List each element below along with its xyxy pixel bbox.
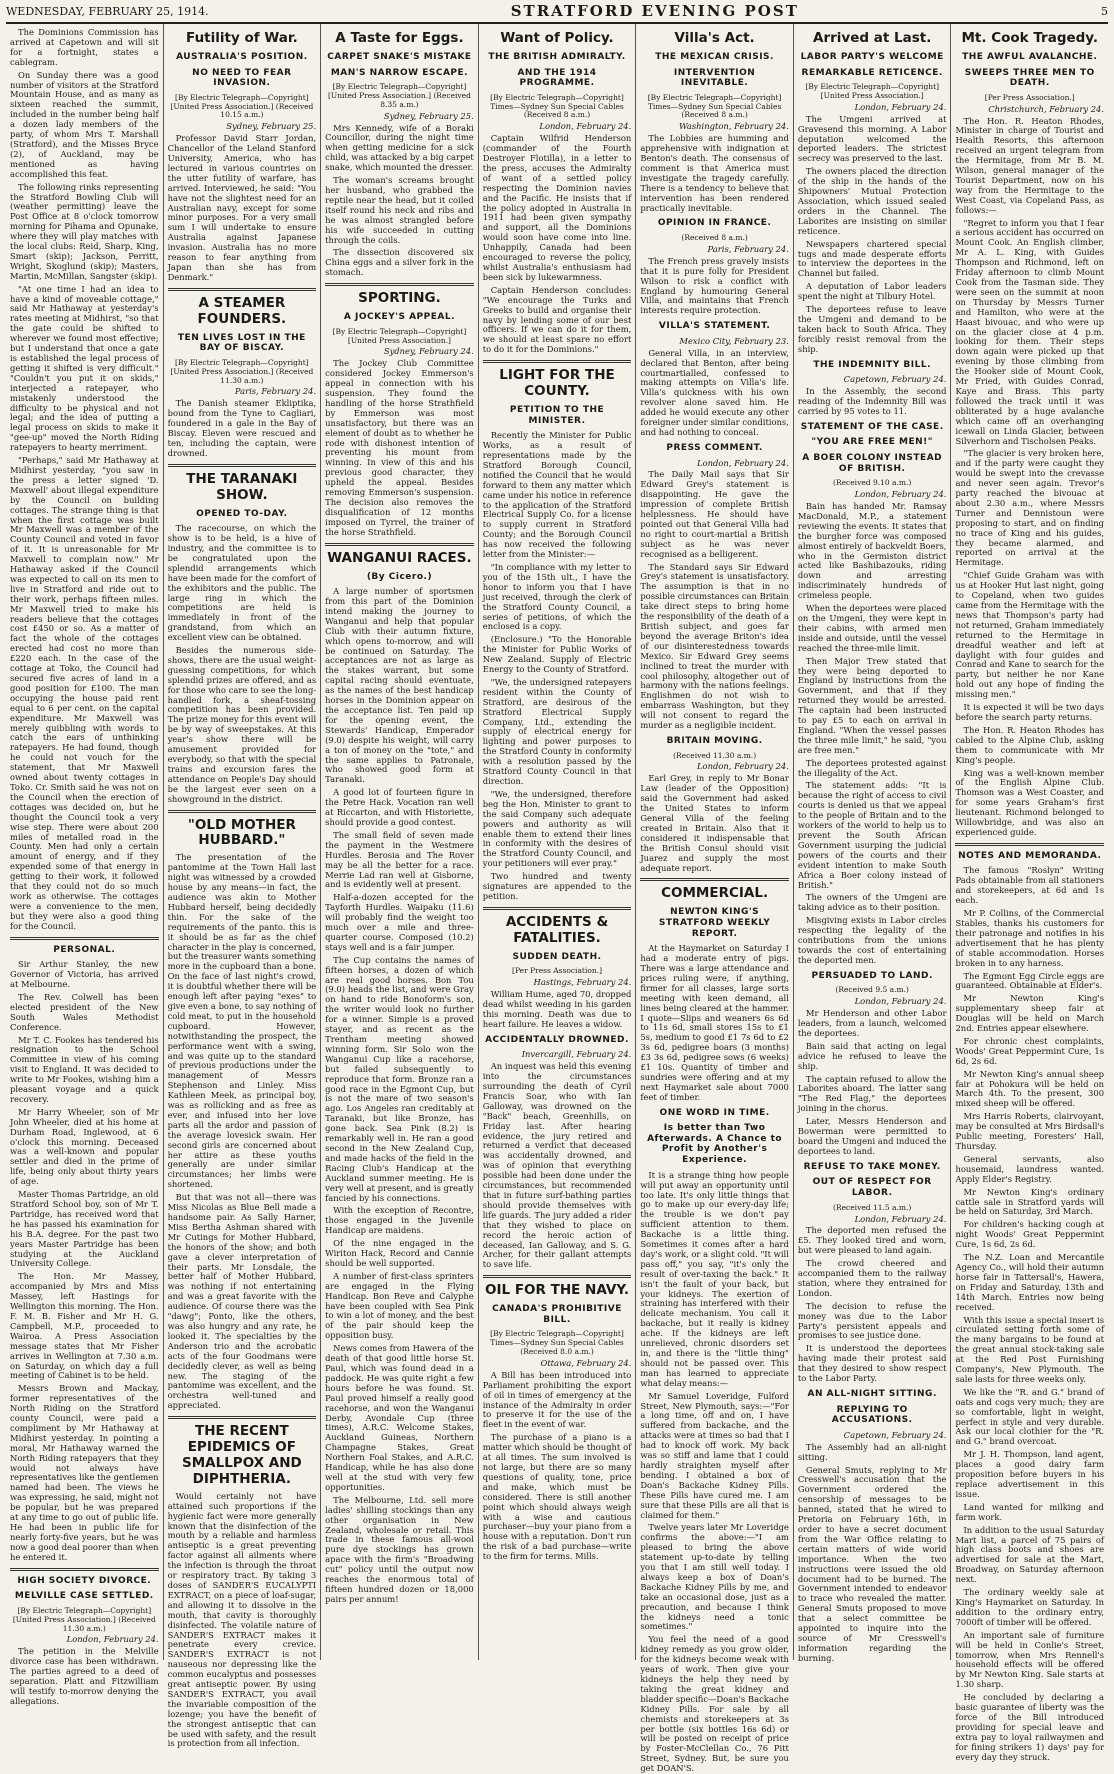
credit-line: [By Electric Telegraph—Copyright] Times—Sydney Sun Special Cables (Received 8 a.m.): [647, 92, 782, 120]
article-paragraph: General Villa, in an interview, declared that Benton, after being courtmartialled, confessed to making attempts on Villa's life. Villa's quickness with his own revolver alone saved him. He added he would execute any other foreigner under similar conditions, and had nothing to conceal.: [640, 347, 789, 437]
article-paragraph: "We, the undersigned, therefore beg the Hon. Minister to grant to the said Company such adequate powers and authority as will enable them to extend their lines in conformity with the desires of the Stratford County Council, and your petitioners will ever pray.": [482, 788, 632, 869]
subheading: OPINION IN FRANCE.: [657, 218, 772, 229]
subheading: Is better than Two Afterwards. A Chance to Profit by Another's Experience.: [647, 1123, 783, 1166]
article-paragraph: "We, the undersigned ratepayers resident within the County of Stratford, are desirous of the Stratford Electrical Supply Company, Ltd., extending the supply of electrical energy for lighting and power purposes to the Stratford County in conformity with a resolution passed by the Stratford County Council in that direction.: [482, 676, 632, 786]
dateline: Capetown, February 24.: [843, 374, 947, 385]
dateline: Hastings, February 24.: [533, 977, 632, 988]
article-paragraph: The captain refused to allow the Laborites aboard. The latter sang "The Red Flag," the deportees joining in the chorus.: [797, 1073, 947, 1114]
section-rule: [10, 1568, 159, 1571]
headline: "OLD MOTHER HUBBARD.": [187, 816, 296, 849]
article-paragraph: The decision to refuse the money was due to the Labor Party's persistent appeals and promises to see justice done.: [797, 1300, 947, 1341]
article-paragraph: Newspapers chartered special tugs and made desperate efforts to interview the deportees in the Channel but failed.: [797, 238, 947, 279]
article-paragraph: The Assembly had an all-night sitting.: [797, 1441, 947, 1462]
article-paragraph: It is a strange thing how people will put away an opportunity until too late. It's only little things that go to make up our every-day life; the trouble is we don't pay sufficient attention to them. Backache is a little thing. Sometimes it comes after a hard day's work, or a slight cold. "It will pass off," you say, "it's only the result of over-taxing the back." It isn't the fault of your back, but your kidneys. The exertion of straining has interfered with their delicate mechanism. You call it backache, but it really is kidney ache. If the kidneys are left unrelieved, chronic disorders set in, and there is the "little thing" should not be passed over. This man has learned to appreciate what delay means:—: [640, 1169, 789, 1388]
article-paragraph: The deported men refused the £5. They looked tired and worn, but were pleased to land again.: [797, 1225, 947, 1256]
column-6: [794, 24, 952, 1663]
masthead: [6, 0, 1108, 24]
article-paragraph: The purchase of a piano is a matter which should be thought of at all times. The sum involved is not large, but there are so many questions of quality, tone, price and make, which must be considered. There is still another point which should always weigh with a wise and cautious purchaser—buy your piano from a house with a reputation. Don't run the risk of a bad purchase—write to the firm for terms. Mills.: [482, 1432, 632, 1562]
credit-line: [By Electric Telegraph—Copyright] [United Press Association.] (Received 11.30 a.m.): [12, 1605, 156, 1633]
article-paragraph: The crowd cheered and accompanied them to the railway station, where they entrained for London.: [797, 1258, 947, 1298]
article-paragraph: Sir Arthur Stanley, the new Governor of Victoria, has arrived at Melbourne.: [10, 959, 159, 989]
article-paragraph: "Regret to inform you that I fear a serious accident has occurred on Mount Cook. An English climber, Mr A. L. King, with Guides Thompson and Richmond, left on Friday afternoon to climb Mount Cook from the Tasman side. They were seen on the summit at noon on Thursday by Messrs Turner and Hamilton, who were at the Haast bivouac, and who were up on the glacier close at 4 p.m. looking for them. Their steps down again were picked up that evening by those climbing from the Hooker side of Mount Cook, Mr Fried, with Guides Conrad, Kaye and Brass. This party followed the track until it was obliterated by a huge avalanche which came off an overhanging icewall on Linda Glacier, between Silverhorn and Tischolsen Peaks.: [955, 217, 1105, 446]
article-paragraph: Besides the numerous side-shows, there are the usual weight-guessing competitions, for which splendid prizes are offered, and as for those who care to see the long-handled fork, a sheaf-tossing competition has been provided. The prize money for this event will be by way of sweepstakes. At this year's show there will be amusement provided for everybody, so that with the special trains and excursion fares the attendance on People's Day should be the largest ever seen on a showground in the district.: [167, 645, 317, 804]
dateline: Mexico City, February 23.: [679, 335, 789, 346]
article-paragraph: The presentation of the pantomime at the Town Hall last night was witnessed by a crowded house by any means—in fact, the audience was akin to Mother Hubbard herself, being decidedly thin. For the sake of the requirements of the panto. this is it should be as far as the chief character in the play is concerned, but the treasurer wants something more in the cupboard than a bone. On the face of last night's crowd, it is doubtful whether there will be enough left after paying "exes" to give even a bone, to say nothing of cold meat, to put in the household cupboard. However, notwithstanding the prospect, the performance went with a swing, and was quite up to the standard of previous productions under the management of Messrs Stephenson and Linley. Miss Kathleen Meek, as principal boy, was as rollicking and as free as ever, and infused into her love parts all the ardor and passion of the average lovesick swain. Her second girls are concerned about her attire as these youths generally are under similar circumstances; her limbs were shortened.: [167, 852, 317, 1190]
issue-date: WEDNESDAY, FEBRUARY 25, 1914.: [6, 4, 209, 18]
article-paragraph: King was a well-known member of the English Alpine Club. Thomson was a West Coaster, and for some years Graham's first lieutenant. Richmond belonged to Willowbridge, and was also an experienced guide.: [955, 767, 1105, 837]
article-paragraph: Messrs Brown and Mackay, former representatives of the North Riding on the Stratford county Council, were paid a compliment by Mr Hathaway at Midhirst yesterday. In pointing a moral, Mr Hathaway warned the North Riding ratepayers that they would not always have representatives like the gentlemen named had been. The views he was expressing, he said, might not be popular, but he was prepared at any time to go out of public life. He had been in public life for nearly forty-five years, but he was now a good deal poorer than when he entered it.: [10, 1383, 159, 1562]
article-paragraph: You feel the need of a good kidney remedy as you grow older, for the kidneys become weak with years of work. Then give your kidneys the help they need by taking the great kidney and bladder specific—Doan's Backache Kidney Pills. For sale by all chemists and storekeepers at 3s per bottle (six bottles 16s 6d) or will be posted on receipt of price by Foster-McClellan Co., 76 Pitt Street, Sydney. But, be sure you get DOAN'S.: [640, 1634, 789, 1774]
article-paragraph: It is expected it will be two days before the search party returns.: [955, 702, 1105, 722]
article-paragraph: A Bill has been introduced into Parliament prohibiting the export of oil in times of emergency at the instance of the Admiralty in order to preserve it for the use of the fleet in the event of war.: [482, 1369, 632, 1430]
article-paragraph: Bain said that acting on legal advice he refused to leave the ship.: [797, 1040, 947, 1071]
article-paragraph: The statement adds: "It is because the right of access to civil courts is denied us that we appeal to the people of Britain and to the workers of the world to help us to prevent the South African Government usurping the judicial powers of the courts and their evident intention to make South Africa a Boer colony instead of British.": [797, 780, 947, 890]
subheading: THE MEXICAN CRISIS.: [655, 51, 774, 62]
credit-line: [By Electric Telegraph—Copyright] [United Press Association.]: [805, 82, 940, 100]
dateline: London, February 24.: [854, 1213, 947, 1224]
article-paragraph: The Umgeni arrived at Gravesend this morning. A Labor deputation welcomed the deported leaders. The strictest secrecy was preserved to the last.: [797, 113, 947, 164]
headline: Mt. Cook Tragedy.: [961, 30, 1099, 46]
article-paragraph: Mr Henderson and other Labor leaders, from a launch, welcomed the deportees.: [797, 1008, 947, 1038]
dateline: Sydney, February 25.: [226, 121, 317, 132]
subheading: OPENED TO-DAY.: [196, 508, 288, 519]
dateline: Sydney, February 25.: [383, 110, 474, 121]
article-paragraph: The Hon. R. Heaton Rhodes, Minister in charge of Tourist and Health Resorts, this afternoon received an urgent telegram from the Hermitage, from Mr B. M. Wilson, general manager of the Tourist Department, now on his way from the Hermitage to the West Coast, via Copeland Pass, as follows:—: [955, 115, 1105, 215]
section-rule: [10, 937, 159, 940]
article-paragraph: The ordinary weekly sale at King's Haymarket on Saturday. In addition to the ordinary entry, 7000ft of timber will be offered.: [955, 1587, 1105, 1627]
subheading: THE INDEMNITY BILL.: [813, 359, 932, 370]
article-paragraph: An important sale of furniture will be held in Conlie's Street, tomorrow, when Mrs Rennell's household effects will be offered by Mr Newton King. Sale starts at 1.30 sharp.: [955, 1629, 1105, 1690]
headline: Villa's Act.: [674, 30, 755, 46]
section-rule: [168, 288, 317, 291]
article-paragraph: A deputation of Labor leaders spent the night at Tilbury Hotel.: [797, 281, 947, 302]
article-paragraph: At the Haymarket on Saturday I had a moderate entry of pigs. There was a large attendance and prices ruling were, if anything, firmer for all classes, large sorts meeting with keen demand, all lines being cleared at the hammer. I quote—Slips and weaners 6s 6d to 11s 6d, small stores 15s to £1 5s, medium to good £1 7s 6d to £2 3s 6d, pedigree boars (3 months) £3 3s 6d, pedigree sows (6 weeks) £1 10s. Quantity of timber and sundries were offering and at my next Haymarket sale about 7000 feet of timber.: [640, 943, 789, 1102]
article-paragraph: Of the nine engaged in the Wiriton Hack, Record and Cannie should be well supported.: [325, 1238, 474, 1268]
subheading: BRITAIN MOVING.: [666, 735, 763, 746]
article-paragraph: General Smuts, replying to Mr Cresswell's accusation that the Government ordered the censorship of messages to be banned, stated that he wired to Pretoria on February 16th, in order to have a secret document from the War Office relating to certain matters of wide world importance. When the two instructions were issued the old document had to be burned. The Government intended to endeavor to trace who revealed the matter. General Smuts proposed to move that a select committee be appointed to inquire into the source of Mr Cresswell's information regarding the burning.: [797, 1464, 947, 1663]
credit-line: [By Electric Telegraph—Copyright] Times—Sydney Sun Special Cables (Received 8.0 a.m.): [490, 1329, 624, 1357]
headline: THE RECENT EPIDEMICS OF SMALLPOX AND DIPHTHERIA.: [181, 1423, 302, 1487]
article-paragraph: The Danish steamer Ekliptika, bound from the Tyne to Cagliari, foundered in a gale in the Bay of Biscay. Eleven were rescued and ten, including the captain, were drowned.: [167, 398, 317, 458]
columns: [6, 24, 1108, 1774]
headline: OIL FOR THE NAVY.: [485, 1282, 630, 1299]
article-paragraph: With the exception of Recontre, those engaged in the Juvenile Handicap are maidens.: [325, 1205, 474, 1236]
subheading: NO NEED TO FEAR INVASION.: [192, 67, 292, 89]
subheading: MAN'S NARROW ESCAPE.: [330, 67, 469, 78]
subheading: REFUSE TO TAKE MONEY.: [803, 1161, 941, 1172]
article-paragraph: Later, Messrs Henderson and Bowerman were permitted to board the Umgeni and induced the deportees to land.: [797, 1116, 947, 1156]
subheading: MELVILLE CASE SETTLED.: [14, 1591, 154, 1602]
article-paragraph: Two hundred and twenty signatures are appended to the petition.: [482, 871, 632, 901]
article-paragraph: Captain Henderson concludes: "We encourage the Turks and Greeks to build and organise their navy by lending some of our best officers. If we can do it for them, we should at least spare no effort to do it for the Dominions.": [482, 284, 632, 355]
article-paragraph: The Jockey Club Committee considered Jockey Emmerson's appeal in connection with his suspension. They found the handling of the horse Strathfield by Emmerson was most unsatisfactory, but there was an element of doubt as to whether he rode with dishonest intention of preventing his mount from winning. In view of this and his previous good character, they upheld the appeal. Besides removing Emmerson's suspension. The decision also removes the disqualification of 12 months imposed on Tyrrel, the trainer of the horse Strathfield.: [325, 358, 474, 537]
article-paragraph: The Lobbies are humming and apprehensive with indignation at Benton's death. The consensus of comment is that America must investigate the tragedy carefully. There is a tendency to believe that intervention has been rendered practically inevitable.: [640, 133, 789, 213]
section-rule: [325, 543, 474, 546]
article-paragraph: Twelve years later Mr Loveridge confirms the above:—"I am pleased to bring the above statement up-to-date by telling you that I am still well today. I always keep a box of Doan's Backache Kidney Pills by me, and take an occasional dose, just as a precaution, and because I think the kidneys need a tonic sometimes.": [640, 1522, 789, 1632]
subheading: AUSTRALIA'S POSITION.: [176, 51, 308, 62]
credit-line: [By Electric Telegraph—Copyright] [United Press Association.] (Received 8.35 a.m.): [327, 82, 471, 109]
article-paragraph: For chronic chest complaints, Woods' Great Peppermint Cure, 1s 6d, 2s 6d.: [955, 1035, 1105, 1066]
subheading: INTERVENTION INEVITABLE.: [673, 67, 756, 89]
column-5: [636, 24, 794, 1774]
article-paragraph: The Egmont Egg Circle eggs are guaranteed. Obtainable at Elder's.: [955, 970, 1105, 991]
article-paragraph: The deportees refuse to leave the Umgeni and demand to be taken back to South Africa. They forcibly resist removal from the ship.: [797, 304, 947, 354]
article-paragraph: Mr T. C. Fookes has tendered his resignation to the School Committee in view of his coming visit to England. It was decided to write to Mr Fookes, wishing him a pleasant voyage and a quick recovery.: [10, 1034, 159, 1104]
article-paragraph: "In compliance with my letter to you of the 15th ult., I have the honor to inform you that I have just received, through the clerk of the Stratford County Council, a series of petitions, of which the enclosed is a copy.: [482, 561, 632, 632]
column-4: [479, 24, 637, 1660]
article-paragraph: The Standard says Sir Edward Grey's statement is unsatisfactory. The assumption is that in no possible circumstances can Britain take direct steps to bring home the responsibility of the death of a British subject, and goes far beyond the average Briton's idea of our disinterestedness towards Mexico. Sir Edward Grey seems inclined to treat the murder with cool philosophy, altogether out of harmony with the nations feelings. Englishmen do not wish to embarrass Washington, but they will not consent to regard the murder as a negligible incident.: [640, 561, 789, 731]
subheading: (By Cicero.): [366, 571, 433, 582]
article-paragraph: Half-a-dozen accepted for the Tayforth Hurdles. Waipaku (11.6) will probably find the weight too much over a mile and three-quarter course. Composed (10.2) stays well and is a fair jumper.: [325, 892, 474, 952]
article-paragraph: Would certainly not have attained such proportions if the hygienic fact were more generally known that the disinfection of the mouth by a reliable and harmless antiseptic is a great preventing factor against all ailments where the infection is through the throat or respiratory tract. By taking 3 doses of SANDER'S EUCALYPTI EXTRACT, on a piece of loaf-sugar, and allowing it to dissolve in the mouth, that cavity is thoroughly disinfected. The volatile nature of SANDER'S EXTRACT makes it penetrate every crevice. SANDER'S EXTRACT is not nauseous nor depressing like the common eucalyptus and possesses great antiseptic power. By using SANDER'S EXTRACT, you avail the invariable composition of the lozenge; you have the benefit of the strongest antiseptic that can be used with safety, and the result is protection from all infection.: [167, 1490, 317, 1749]
article-paragraph: A large number of sportsmen from this part of the Dominion intend making the journey to Wanganui and help that popular Club with their autumn fixture, which opens to-morrow, and will be continued on Saturday. The acceptances are not as large as the stakes warrant, but some capital racing should eventuate, as the names of the best handicap horses in the Dominion appear on the acceptance list. Ten paid up for the opening event, the Stewards' Handicap, Emperador (9.0) despite his weight, will carry a ton of money on the "tote," and the same applies to Patronale, who showed good form at Taranaki.: [325, 586, 474, 785]
section-rule: [955, 843, 1104, 846]
article-paragraph: "Chief Guide Graham was with us at Hooker Hut last night, going to Copeland, when two guides came from the Hermitage with the news that Thompson's party had not returned, Graham immediately returned to the Hermitage in dreadful weather and left at daylight with four guides and Conrad and Kane to search for the party, but neither he nor Kane hold out any hope of finding the missing men.": [955, 570, 1105, 700]
article-paragraph: When the deportees were placed on the Umgeni, they were kept in their cabins, with armed men inside and outside, until the vessel reached the three-mile limit.: [797, 603, 947, 653]
subheading: "YOU ARE FREE MEN!": [811, 437, 933, 448]
subheading: OUT OF RESPECT FOR LABOR.: [812, 1177, 932, 1199]
dateline: London, February 24.: [696, 457, 789, 468]
section-rule: [325, 283, 474, 286]
subheading: PERSUADED TO LAND.: [811, 970, 933, 981]
article-paragraph: Captain Wilfrid Henderson (commander of the Fourth Destroyer Flotilla), in a letter to the press, accuses the Admiralty of want of a settled policy respecting the Dominion navies and the Pacific. He insists that if the policy adopted in Australia in 1911 had been given sympathy and support, all the Dominions would soon have come into line. Unhappily, Canada had been encouraged to reverse the policy, whilst Australia's enthusiasm had been sick by lukewarmness.: [482, 133, 632, 282]
subheading: THE BRITISH ADMIRALTY.: [488, 51, 626, 62]
dateline: Paris, February 24.: [234, 386, 317, 397]
headline: WANGANUI RACES.: [327, 549, 472, 566]
credit-line: [Per Press Association.]: [512, 966, 602, 976]
headline: COMMERCIAL.: [661, 885, 769, 902]
article-paragraph: The Hon. Mr Massey, accompanied by Mrs and Miss Massey, left Hastings for Wellington this morning. The Hon. F. M. B. Fisher and Mr H. G. Campbell, M.P., proceeded to Wairoa. A Press Association message states that Mr Fisher arrives in Wellington at 7.30 a.m. on Saturday, on which day a full meeting of Cabinet is to be held.: [10, 1271, 159, 1381]
credit-line: [By Electric Telegraph—Copyright] Times—Sydney Sun Special Cables (Received 8 a.m.): [490, 92, 624, 120]
article-paragraph: Bain has handed Mr. Ramsay MacDonald, M.P., a statement reviewing the events. It states that the burgher force was composed almost entirely of backveldt Boers, who in the Germiston district acted like Bashibazouks, riding down and arresting indiscriminately hundreds of crimeless people.: [797, 501, 947, 601]
article-paragraph: Mrs Harris Roberts, clairvoyant, may be consulted at Mrs Birdsall's Public meeting, Foresters' Hall, Thursday.: [955, 1111, 1105, 1152]
subheading: NEWTON KING'S STRATFORD WEEKLY REPORT.: [658, 907, 771, 939]
dateline: Christchurch, February 24.: [988, 103, 1105, 114]
headline: THE TARANAKI SHOW.: [186, 470, 298, 503]
dateline: Washington, February 24.: [678, 121, 789, 132]
section-rule: [168, 464, 317, 467]
article-paragraph: In the Assembly, the second reading of the Indemnity Bill was carried by 95 votes to 11.: [797, 386, 947, 416]
subheading: STATEMENT OF THE CASE.: [800, 421, 944, 432]
headline: LIGHT FOR THE COUNTY.: [499, 367, 615, 400]
article-paragraph: Mr Samuel Loveridge, Fulford Street, New Plymouth, says:—"For a long time, off and on, I have suffered from backache, and the attacks were at times so bad that I had to knock off work. My back was so stiff and lame that I could hardly straighten myself after bending. I obtained a box of Doan's Backache Kidney Pills. These Pills have cured me. I am sure that these Pills are all that is claimed for them.": [640, 1390, 789, 1520]
article-paragraph: The racecourse, on which the show is to be held, is a hive of industry, and the committee is to be congratulated upon the splendid arrangements which have been made for the comfort of the exhibitors and the public. The large ring in which the competitions are held is immediately in front of the grandstand, from which an excellent view can be obtained.: [167, 523, 317, 643]
article-paragraph: Land wanted for milking and farm work.: [955, 1501, 1105, 1522]
subheading: CARPET SNAKE'S MISTAKE: [327, 51, 472, 62]
article-paragraph: Mr J. H. Thompson, land agent, places a good dairy farm proposition before buyers in his replace advertisement in this issue.: [955, 1449, 1105, 1499]
subheading: AN ALL-NIGHT SITTING.: [807, 1389, 937, 1399]
credit-line: (Received 8 a.m.): [681, 233, 748, 243]
article-paragraph: He concluded by declaring a basic guarantee of liberty was the force of the Bill introduced providing for special leave and extra pay to loyal railwaymen and for fining strikers 1) days' pay for every day they struck.: [955, 1692, 1105, 1762]
article-paragraph: The small field of seven made the payment in the Westmere Hurdles. Berosia and The Rover may be all the better for a race. Merrie Lad ran well at Gisborne, and is evidently well at present.: [325, 829, 474, 890]
article-paragraph: The Rev. Colwell has been elected president of the New South Wales Methodist Conference.: [10, 991, 159, 1032]
dateline: London, February 24.: [854, 101, 947, 112]
column-3: [321, 24, 479, 1660]
article-paragraph: Mr Newton King's supplementary sheep fair at Douglas will be held on March 2nd. Entries appear elsewhere.: [955, 993, 1105, 1034]
article-paragraph: Misgiving exists in Labor circles respecting the legality of the contributions from the unions towards the cost of entertaining the deported men.: [797, 915, 947, 965]
article-paragraph: We like the "R. and G." brand of oats and cogs very much; they are so comfortable, light in weight, perfect in style and very durable. Ask our local clothier for the "R. and G." brand overcoat.: [955, 1386, 1105, 1447]
subheading: SUDDEN DEATH.: [512, 951, 602, 962]
section-rule: [483, 360, 632, 363]
credit-line: (Received 11.30 a.m.): [673, 750, 757, 760]
headline: Want of Policy.: [500, 30, 614, 46]
headline: ACCIDENTS & FATALITIES.: [505, 913, 609, 946]
headline: Futility of War.: [186, 30, 298, 46]
article-paragraph: A good lot of fourteen figure in the Petre Hack. Vocation ran well at Riccarton, and with Historiette, should provide a good contest.: [325, 787, 474, 827]
credit-line: [Per Press Association.]: [984, 92, 1075, 102]
dateline: Invercargill, February 24.: [521, 1049, 632, 1060]
article-paragraph: The French press gravely insists that it is pure folly for President Wilson to risk a conflict with England by humouring General Villa, and maintains that French interests require protection.: [640, 255, 789, 316]
article-paragraph: News comes from Hawera of the death of that good little horse St. Paul, which was found dead in a paddock. He was quite right a few hours before he was found. St. Paul proved himself a really good racehorse, and won the Wanganui Derby, Avondale Cup (three times), A.R.C. Welcome Stakes, Auckland Guineas, Northern Champagne Stakes, Great Northern Foal Stakes, and A.R.C. Handicap, while he has also done well at the stud with very few opportunities.: [325, 1343, 474, 1492]
article-paragraph: "At one time I had an idea to have a kind of moveable cottage," said Mr Hathaway at yesterday's rates meeting at Midhirst, "so that the gate could be shifted to wherever we found most effective; but I understand that once a gate is established the legal process of getting it shifted is very difficult." "Couldn't you put it on skids," interjected a ratepayer, who mistakenly understood the difficulty to be physical and not legal; and the idea of putting a legal process on skids to make it "gee-up" moved the North Riding ratepayers to hearty merriment.: [10, 283, 159, 453]
credit-line: (Received 9.5 a.m.): [835, 985, 909, 995]
dateline: London, February 24.: [539, 121, 632, 132]
dateline: Ottawa, February 24.: [540, 1357, 632, 1368]
subheading: HIGH SOCIETY DIVORCE.: [17, 1575, 152, 1586]
subheading: ACCIDENTALLY DROWNED.: [485, 1034, 629, 1045]
article-paragraph: The deportees protested against the illegality of the Act.: [797, 757, 947, 778]
subheading: TEN LIVES LOST IN THE BAY OF BISCAY.: [177, 332, 306, 354]
article-paragraph: Master Thomas Partridge, an old Stratford School boy, son of Mr T. Partridge, has received word that he has passed his examination for his B.A. degree. For the past two years Master Partridge has been studying at the Auckland University College.: [10, 1189, 159, 1269]
subheading: THE AWFUL AVALANCHE.: [962, 51, 1098, 62]
article-paragraph: Then Major Trew stated that they were being deported to England by instructions from the Government, and that if they returned they would be arrested. The captain had been instructed to pay £5 to each on arrival in England. "When the vessel passes the three mile limit," he said, "you are free men.": [797, 655, 947, 755]
dateline: Sydney, February 24.: [383, 346, 474, 357]
article-paragraph: A number of first-class sprinters are engaged in the Flying Handicap. Bon Reve and Calyphe have been coupled with Sea Pink to win a lot of money, and the best of the pair should keep the opposition busy.: [325, 1270, 474, 1341]
article-paragraph: The woman's screams brought her husband, who grabbed the reptile near the head, but it coiled itself round his neck and ribs and he was almost strangled before his wife succeeded in cutting through the coils.: [325, 175, 474, 245]
dateline: London, February 24.: [854, 996, 947, 1007]
article-paragraph: With this issue a special insert is circulated setting forth some of the many bargains to be found at the great annual stock-taking sale at the Red Post Furnishing Company's, New Plymouth. The sale lasts for three weeks only.: [955, 1314, 1105, 1384]
subheading: LABOR PARTY'S WELCOME: [800, 51, 944, 62]
headline: SPORTING.: [358, 290, 441, 307]
dateline: Paris, February 24.: [707, 243, 789, 254]
article-paragraph: Mr Newton King's ordinary cattle sale in Stratford yards will be held on Saturday, 3rd March.: [955, 1186, 1105, 1217]
dateline: Capetown, February 24.: [843, 1429, 947, 1440]
credit-line: (Received 11.5 a.m.): [833, 1202, 912, 1212]
article-paragraph: The Dominions Commission has arrived at Capetown and will sit for a fortnight, states a cablegram.: [10, 27, 159, 67]
subheading: VILLA'S STATEMENT.: [658, 321, 771, 332]
article-paragraph: In addition to the usual Saturday Mart list, a parcel of 75 pairs of high class boots and shoes are advertised for sale at the Mart, Broadway, on Saturday afternoon next.: [955, 1524, 1105, 1585]
section-rule: [168, 1416, 317, 1419]
subheading: A BOER COLONY INSTEAD OF BRITISH.: [802, 453, 943, 474]
dateline: London, February 24.: [66, 1634, 159, 1645]
subheading: REPLYING TO ACCUSATIONS.: [831, 1404, 913, 1426]
article-paragraph: Mrs Kennedy, wife of a Boraki Councillor, during the night time when getting medicine for a sick child, was attacked by a big carpet snake, which mounted the dresser.: [325, 122, 474, 173]
subheading: REMARKABLE RETICENCE.: [801, 67, 943, 78]
article-paragraph: The following rinks representing the Stratford Bowling Club will (weather permitting) leave the Post Office at 8 o'clock tomorrow morning for Pihama and Opunake, where they will play matches with the local clubs: Reid, Sharp, King, Smart (skip); Jackson, Perritt, Wright, Skoglund (skip); Masters, Martin, McMillan, Sangster (skip).: [10, 181, 159, 281]
credit-line: [By Electric Telegraph—Copyright] [United Press Association.]: [332, 326, 467, 345]
article-paragraph: The N.Z. Loan and Mercantile Agency Co., will hold their autumn horse fair in Tattersall's, Hawera, on Friday and Saturday, 13th and 14th March. Entries now being received.: [955, 1252, 1105, 1312]
subheading: NOTES AND MEMORANDA.: [958, 850, 1102, 861]
credit-line: [By Electric Telegraph—Copyright] [United Press Association.] (Received 10.15 a.m.): [170, 92, 314, 120]
article-paragraph: The Hon. R. Heaton Rhodes has cabled to the Alpine Club, asking them to communicate with Mr King's people.: [955, 724, 1105, 765]
article-paragraph: Mr P. Collins, of the Commercial Stables, thanks his customers for their patronage and notifies in his advertisement that he has plenty of stable accommodation. Horses broken in to any harness.: [955, 908, 1105, 968]
newspaper-title: STRATFORD EVENING POST: [510, 2, 799, 20]
article-paragraph: Recently the Minister for Public Works, as a result of representations made by the Stratford Borough Council, notified the Council that he would forward to them any matter which came under his notice in reference to the application of the Stratford Electrical Supply Co. for a license to supply current in Stratford County; and the Borough Council has now received the following letter from the Minister:—: [482, 430, 632, 560]
article-paragraph: Mr Newton King's annual sheep fair at Pohokura will be held on March 4th. To the present, 300 mixed sheep will be offered.: [955, 1068, 1105, 1109]
article-paragraph: It is understood the deportees having made their protest said that they desired to show respect to the Labor Party.: [797, 1343, 947, 1384]
article-paragraph: Professor David Starr Jordan, Chancellor of the Leland Stanford University, America, who has lectured in various countries on the utter futility of warfare, has arrived. Interviewed, he said: "You have not the slightest need for an Australian navy, except for some minor purposes. For a very small sum I will undertake to ensure Australia against Japanese invasion. Australia has no more reason to fear anything from Japan than she has from Denmark.": [167, 133, 317, 282]
article-paragraph: The famous "Roslyn" Writing Pads obtainable from all stationers and storekeepers, at 6d and 1s each.: [955, 865, 1105, 906]
article-paragraph: The owners placed the direction of the ship in the hands of the Shipowners' Mutual Protection Association, which issued sealed orders in the Channel. The Laborites are insisting on similar reticence.: [797, 166, 947, 236]
page-number: 5: [1100, 4, 1108, 18]
article-paragraph: Mr Harry Wheeler, son of Mr John Wheeler, died at his home at Durham Road, Inglewood, at 6 o'clock this morning. Deceased was a well-known and popular settler and died in the prime of life, being only about thirty years of age.: [10, 1106, 159, 1187]
section-rule: [483, 907, 632, 910]
article-paragraph: But that was not all—there was Miss Nicolas as Blue Bell made a handsome pair. As Sally Harner, Miss Bertha Ashman shared with Mr Cutings for Mother Hubbard, the honors of the show; and both gave a clever interpretation of their parts. Mr Lonsdale, the better half of Mother Hubbard, was nothing if not entertaining and was a great favorite with the audience. Of course there was the "dawg"; Ponto, like the others, was also hungry and any rate, he looked it. The specialties by the Anderson trio and the acrobatic acts of the four Goodmans were decidedly clever, as well as being new. The staging of the pantomime was excellent, and the orchestra well-tuned and appreciated.: [167, 1192, 317, 1411]
headline: Arrived at Last.: [813, 30, 932, 46]
article-paragraph: For children's hacking cough at night Woods' Great Peppermint Cure, 1s 6d, 2s 6d.: [955, 1219, 1105, 1250]
article-paragraph: The dissection discovered six China eggs and a silver fork in the stomach.: [325, 247, 474, 278]
dateline: London, February 24.: [854, 489, 947, 500]
column-1: [6, 24, 164, 1706]
headline: A Taste for Eggs.: [335, 30, 464, 46]
credit-line: [By Electric Telegraph—Copyright] [United Press Association.] (Received 11.30 a.m.): [170, 357, 314, 385]
subheading: PETITION TO THE MINISTER.: [509, 404, 605, 426]
subheading: SWEEPS THREE MEN TO DEATH.: [964, 67, 1095, 89]
subheading: PERSONAL.: [53, 944, 116, 955]
subheading: ONE WORD IN TIME.: [659, 1107, 770, 1118]
article-paragraph: The Melbourne, Ltd. sell more ladies' shilling stockings than any other organisation in New Zealand, wholesale or retail. This trade in these famous all-wool pure dye stockings has grown apace with the firm's "Broadwing cut" policy until the output now reaches the enormous total of fifteen hundred dozen or 18,000 pairs per annum!: [325, 1494, 474, 1604]
article-paragraph: "The glacier is very broken here, and if the party were caught they would be swept into the crevasse and never seen again. Trevor's party reached the bivouac at about 2.30 a.m., where Messrs Turner and Dennistoun were proposing to start, and on finding no trace of King and his guides, they became alarmed, and reported on arrival at the Hermitage.: [955, 448, 1105, 568]
article-paragraph: On Sunday there was a good number of visitors at the Stratford Mountain House, and as many as sixteen reached the summit, included in the number being half a dozen lady members of the party, of whom Mrs T. Marshall (Stratford), and the Misses Bryce (2), of Auckland, may be mentioned as having accomplished this feat.: [10, 69, 159, 179]
article-paragraph: The Cup contains the names of fifteen horses, a dozen of which are real good horses. Bon Tou (9.0) heads the list, and were Gray on hand to ride Bonoform's son, the writer would look no further for a winner. Simple is a proved stayer, and as recent as the Trentham meeting showed winning form. Sir Solo won the Wanganui Cup like a racehorse, but failed subsequently to reproduce that form. Bronze ran a good race in the Egmont Cup, but is not the mare of two season's ago. Los Angeles ran creditably at Taranaki, but like Bronze, has gone back. Sea Pink (8.2) is remarkably well in. He ran a good second in the New Zealand Cup, and made hacks of the field in the Racing Club's Handicap at the Auckland summer meeting. He is very well at present, and is greatly fancied by his connections.: [325, 954, 474, 1203]
subheading: AND THE 1914 PROGRAMME.: [517, 67, 597, 89]
section-rule: [168, 810, 317, 813]
article-paragraph: (Enclosure.) "To the Honorable the Minister for Public Works of New Zealand. Supply of Electric Energy to the County of Stratford.: [482, 634, 632, 675]
dateline: London, February 24.: [696, 761, 789, 772]
article-paragraph: The Daily Mail says that Sir Edward Grey's statement is disappointing. He gave the impression of complete British helplessness. He should have pointed out that General Villa had no right to court-martial a British subject as he was never recognised as a belligerent.: [640, 469, 789, 559]
subheading: PRESS COMMENT.: [666, 442, 763, 453]
column-7: [951, 24, 1108, 1762]
article-paragraph: General servants, also housemaid, laundress wanted. Apply Elder's Registry.: [955, 1153, 1105, 1184]
column-2: [164, 24, 322, 1749]
article-paragraph: The petition in the Melville divorce case has been withdrawn. The parties agreed to a deed of separation. Platt and Fitzwilliam will testify to-morrow denying the allegations.: [10, 1646, 159, 1706]
subheading: A JOCKEY'S APPEAL.: [343, 312, 456, 323]
article-paragraph: William Hume, aged 70, dropped dead whilst weeding in his garden this morning. Death was due to heart failure. He leaves a widow.: [482, 989, 632, 1029]
article-paragraph: "Perhaps," said Mr Hathaway at Midhirst yesterday, "you saw in the press a letter signed 'D. Maxwell' about illegal expenditure by the Council on building cottages. The strange thing is that when the first cottage was built Mr Maxwell was a member of the County Council and voted in favor of it. It is unreasonable for Mr Maxwell to complain now." Mr Hathaway asked if the Council was expected to call on its men to live in Stratford and ride out to their work, perhaps fifteen miles. Mr Maxwell tried to make his readers believe that the cottages cost £450 or so. As a matter of fact the whole of the cottages erected had cost no more than £220 each. In the case of the cottage at Toko, the Council had secured five acres of land in a good position for £100. The man occupying the house paid rent equal to 6 per cent. on the capital expenditure. Mr Maxwell was merely quibbling with words to catch the ears of unthinking ratepayers. He had found, though he could not vouch for the statement, that Mr Maxwell owned about twenty cottages in Toko. Cr. Smith said he was not on the Council when the erection of cottages was decided on, but he thought the Council took a very wise step. There were about 200 miles of metalled road in the County. Men had only a certain amount of energy, and if they expended some of that energy in getting to their work, it followed that they could not do so much work as otherwise. The cottages were a convenience to the men, but they were also a good thing for the Council.: [10, 455, 159, 931]
article-paragraph: An inquest was held this evening into the circumstances surrounding the death of Cyril Francis Soar, who with Ian Galloway, was drowned on the "Back" beach, Greenhills, on Friday last. After hearing evidence, the jury retired and returned a verdict that deceased was accidentally drowned, and was of opinion that everything possible had been done under the circumstances, but recommended that in future surf-bathing parties should provide themselves with life guards. The jury added a rider that they wished to place on record the heroic action of deceased, Ian Galloway, and S. G. Archer, for their gallant attempts to save life.: [482, 1061, 632, 1270]
subheading: CANADA'S PROHIBITIVE BILL.: [492, 1304, 622, 1325]
section-rule: [483, 1275, 632, 1278]
section-rule: [640, 878, 789, 881]
article-paragraph: The owners of the Umgeni are taking advice as to their position.: [797, 892, 947, 913]
headline: A STEAMER FOUNDERS.: [197, 294, 287, 327]
article-paragraph: Earl Grey, in reply to Mr Bonar Law (leader of the Opposition) said the Government had asked the United States to inform General Villa of the feeling created in Britain. Also that it considered it indispensable that the British Consul should visit Juarez and supply the most adequate report.: [640, 773, 789, 873]
credit-line: (Received 9.10 a.m.): [833, 478, 912, 488]
